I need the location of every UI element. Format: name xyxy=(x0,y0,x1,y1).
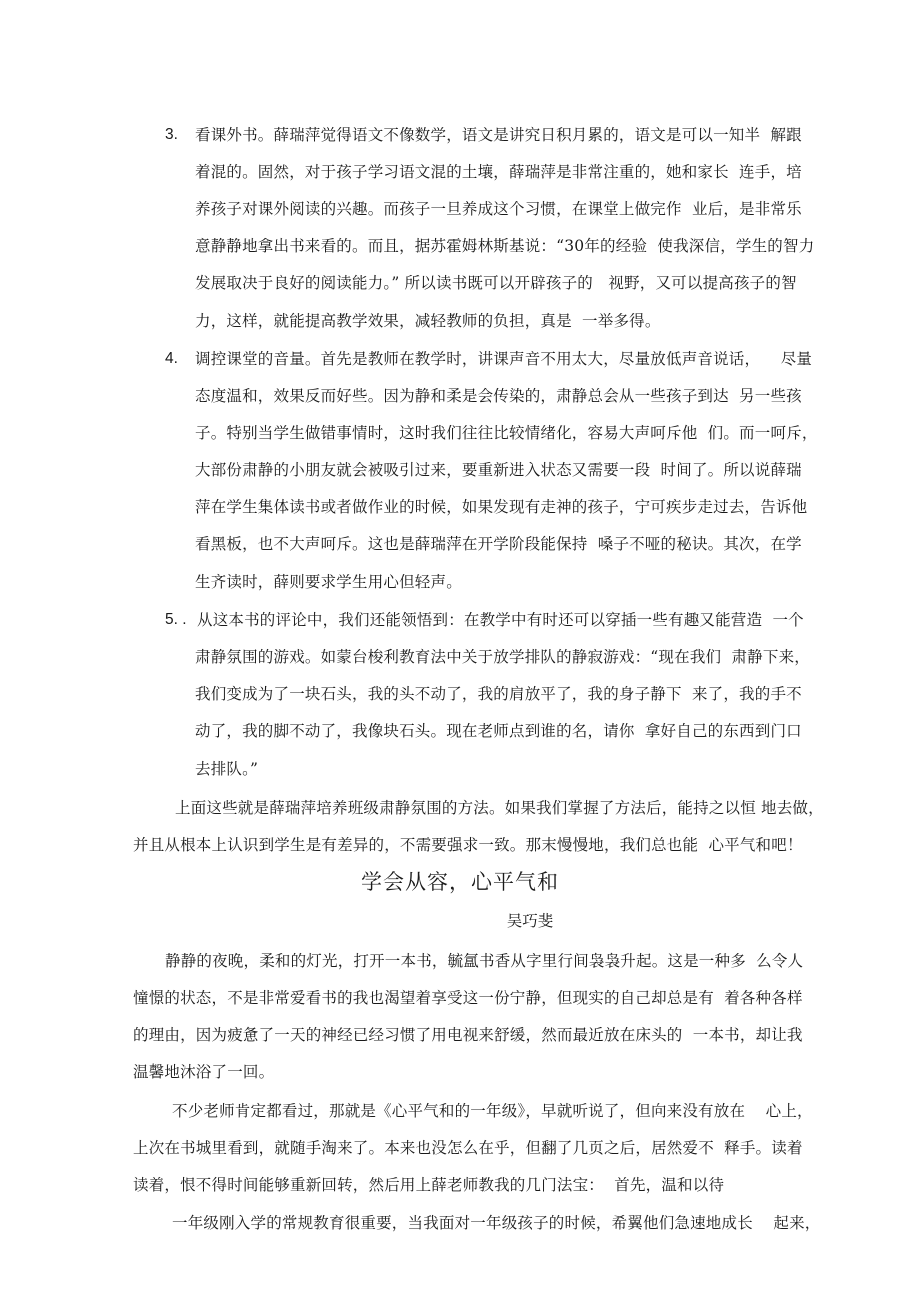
item5-line-3: 我们变成为了一块石头，我的头不动了，我的肩放平了，我的身子静下 来了，我的手不 xyxy=(195,685,802,703)
item3-line-5: 发展取决于良好的阅读能力。” 所以读书既可以开辟孩子的 视野，又可以提高孩子的智 xyxy=(195,274,797,292)
article-title: 学会从容，心平气和 xyxy=(361,870,559,894)
item3-line-4: 意静静地拿出书来看的。而且，据苏霍姆林斯基说：“30年的经验 使我深信，学生的智力 xyxy=(195,237,815,255)
item3-line-1: 看课外书。薛瑞萍觉得语文不像数学，语文是讲究日积月累的，语文是可以一知半 解跟 xyxy=(195,126,802,144)
item4-line-7: 生齐读时，薛则要求学生用心但轻声。 xyxy=(195,573,462,591)
article-p2-line-1: 不少老师肯定都看过，那就是《心平气和的一年级》，早就听说了，但向来没有放在 心上， xyxy=(172,1102,813,1120)
item3-line-3: 养孩子对课外阅读的兴趣。而孩子一旦养成这个习惯，在课堂上做完作 业后，是非常乐 xyxy=(195,200,802,218)
article-p2-line-3: 读着，恨不得时间能够重新回转，然后用上薛老师教我的几门法宝： 首先，温和以待 xyxy=(133,1176,725,1194)
article-p1-line-1: 静静的夜晚，柔和的灯光，打开一本书，毓氲书香从字里行间袅袅升起。这是一种多 么令人 xyxy=(165,952,804,970)
item5-line-1: 从这本书的评论中，我们还能领悟到：在教学中有时还可以穿插一些有趣又能营造 一个 xyxy=(197,611,804,629)
article-author: 吴巧斐 xyxy=(506,912,554,930)
item4-line-6: 看黑板，也不大声呵斥。这也是薛瑞萍在开学阶段能保持 嗓子不哑的秘诀。其次，在学 xyxy=(195,535,802,553)
item4-line-2: 态度温和，效果反而好些。因为静和柔是会传染的，肃静总会从一些孩子到达 另一些孩 xyxy=(195,387,802,405)
item3-line-6: 力，这样，就能提高教学效果，减轻教师的负担，真是 一举多得。 xyxy=(195,312,661,330)
item3-line-2: 着混的。固然，对于孩子学习语文混的土壤，薛瑞萍是非常注重的，她和家长 连手，培 xyxy=(195,163,802,181)
item5-line-5: 去排队。” xyxy=(195,760,259,778)
article-p2-line-2: 上次在书城里看到，就随手淘来了。本来也没怎么在乎，但翻了几页之后，居然爱不 释手。读着 xyxy=(133,1139,803,1157)
article-p3-line-1: 一年级刚入学的常规教育很重要，当我面对一年级孩子的时候，希翼他们急速地成长 起来， xyxy=(172,1214,821,1232)
list-number-3: 3. xyxy=(165,126,178,143)
summary-line-1: 上面这些就是薛瑞萍培养班级肃静氛围的方法。如果我们掌握了方法后，能持之以恒 地去做， xyxy=(175,799,824,817)
article-p1-line-3: 的理由，因为疲惫了一天的神经已经习惯了用电视来舒缓，然而最近放在床头的 一本书，却让我 xyxy=(133,1026,803,1044)
item4-line-3: 子。特别当学生做错事情时，这时我们往往比较情绪化，容易大声呵斥他 们。而一呵斥， xyxy=(195,424,818,442)
article-p1-line-2: 憧憬的状态，不是非常爱看书的我也渴望着享受这一份宁静，但现实的自己却总是有 着各种各样 xyxy=(133,989,803,1007)
list-number-4: 4. xyxy=(165,350,178,367)
summary-line-2: 并且从根本上认识到学生是有差异的，不需要强求一致。那末慢慢地，我们总也能 心平气和吧！ xyxy=(133,836,803,854)
item4-line-4: 大部份肃静的小朋友就会被吸引过来，要重新进入状态又需要一段 时间了。所以说薛瑞 xyxy=(195,461,802,479)
item5-line-4: 动了，我的脚不动了，我像块石头。现在老师点到谁的名，请你 拿好自己的东西到门口 xyxy=(195,722,802,740)
item5-line-2: 肃静氛围的游戏。如蒙台梭利教育法中关于放学排队的静寂游戏：“现在我们 肃静下来， xyxy=(195,648,810,666)
list-number-5: 5. . xyxy=(165,611,187,628)
item4-line-1: 调控课堂的音量。首先是教师在教学时，讲课声音不用太大，尽量放低声音说话， 尽量 xyxy=(195,350,813,368)
article-p1-line-4: 温馨地沐浴了一回。 xyxy=(133,1063,275,1081)
item4-line-5: 萍在学生集体读书或者做作业的时候，如果发现有走神的孩子，宁可疾步走过去，告诉他 xyxy=(195,498,808,516)
